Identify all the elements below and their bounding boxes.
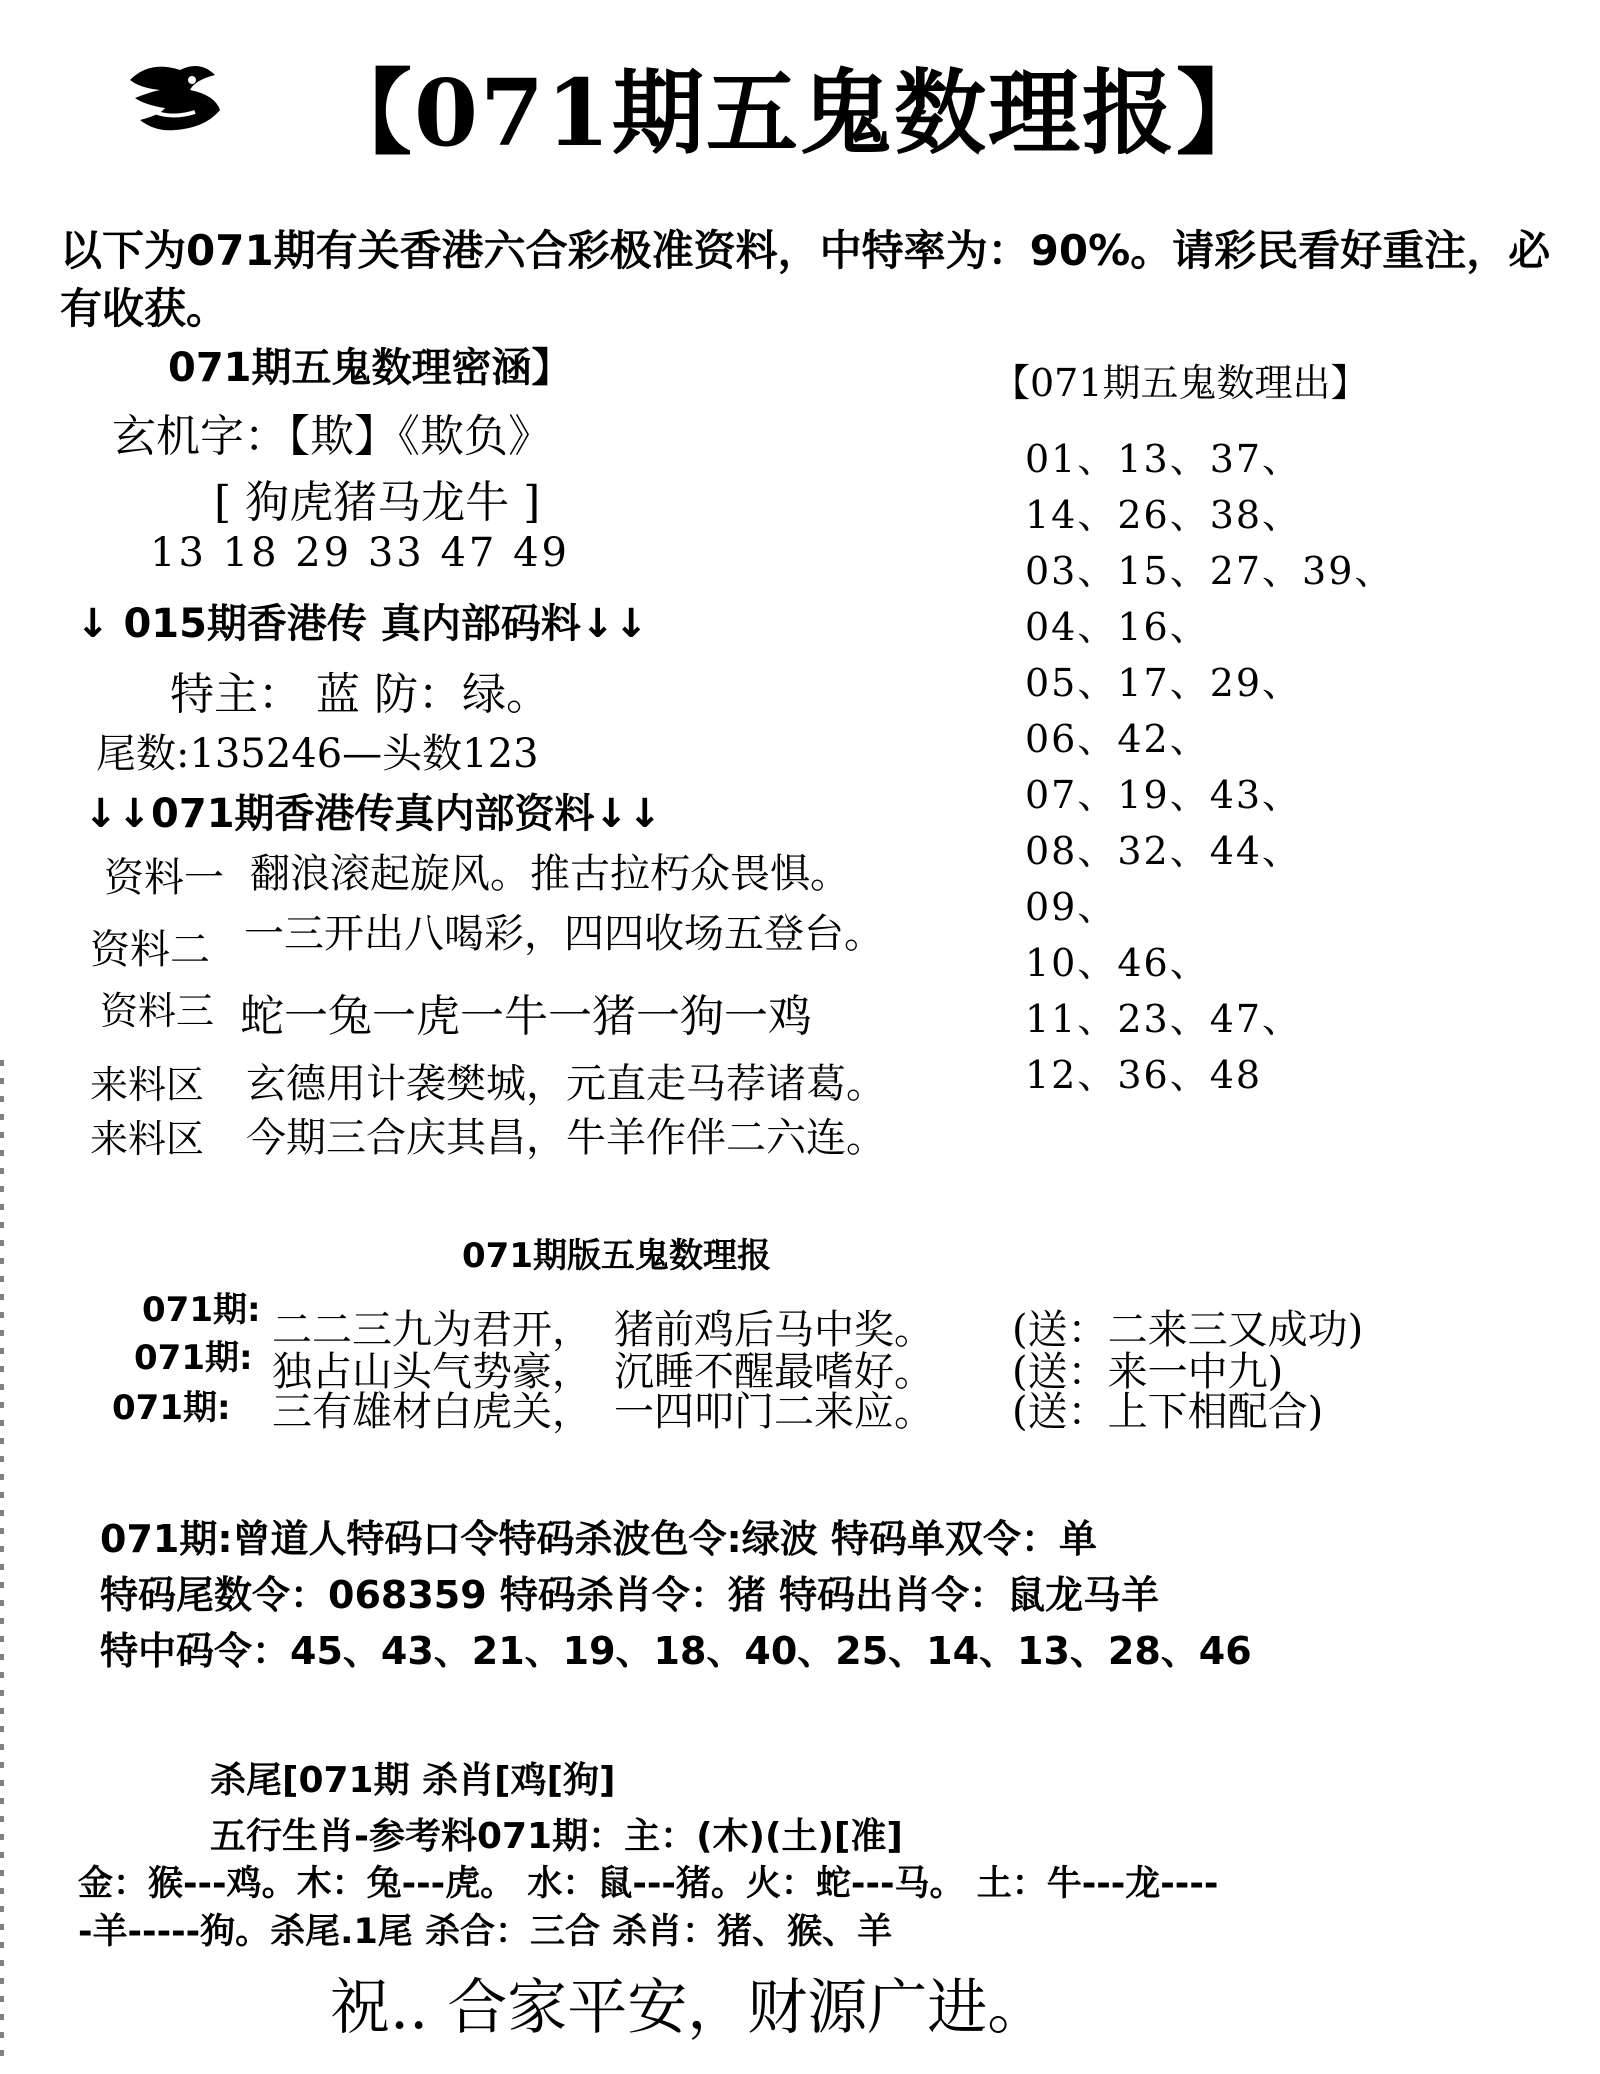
material-text: 一三开出八喝彩，四四收场五登台。 xyxy=(244,911,884,957)
riddle-text: 玄机字：【欺】《欺负》 xyxy=(112,411,552,462)
material-label: 来料区 xyxy=(90,1063,205,1107)
number-row: 10、46、 xyxy=(1025,941,1210,985)
number-row: 07、19、43、 xyxy=(1025,773,1303,817)
poem-line: 三有雄材白虎关， xyxy=(272,1389,592,1435)
blessing: 祝.. 合家平安，财源广进。 xyxy=(330,1973,1048,2043)
number-row: 12、36、48 xyxy=(1025,1053,1263,1097)
material-text: 今期三合庆其昌，牛羊作伴二六连。 xyxy=(246,1115,886,1161)
number-row: 11、23、47、 xyxy=(1025,997,1303,1041)
zodiac-list: [ 狗虎猪马龙牛 ] xyxy=(214,477,541,528)
kill-line: 杀尾[071期 杀肖[鸡[狗] xyxy=(210,1760,616,1801)
material-label: 资料一 xyxy=(104,855,224,901)
material-text: 玄德用计袭樊城，元直走马荐诸葛。 xyxy=(246,1061,886,1107)
code-line: 071期:曾道人特码口令特码杀波色令:绿波 特码单双令：单 xyxy=(100,1517,1097,1561)
wuxing-title: 五行生肖-参考料071期：主：(木)(土)[准] xyxy=(210,1816,903,1857)
material-label: 来料区 xyxy=(90,1117,205,1161)
number-row: 09、 xyxy=(1025,885,1118,929)
section-title: 071期五鬼数理密涵】 xyxy=(168,345,572,391)
poem-gift: (送：上下相配合) xyxy=(1012,1389,1324,1435)
number-row: 08、32、44、 xyxy=(1025,829,1303,873)
special-color: 特主： 蓝 防：绿。 xyxy=(170,669,550,720)
poem-gift: (送：来一中九) xyxy=(1012,1349,1284,1395)
number-row: 14、26、38、 xyxy=(1025,493,1303,537)
poem-line: 沉睡不醒最嗜好。 xyxy=(614,1349,934,1395)
poem-line: 二二三九为君开， xyxy=(272,1307,592,1353)
tail-head-numbers: 尾数:135246—头数123 xyxy=(96,731,539,777)
code-line: 特码尾数令：068359 特码杀肖令：猪 特码出肖令：鼠龙马羊 xyxy=(100,1573,1160,1617)
material-label: 资料二 xyxy=(90,927,210,973)
dragon-logo-icon xyxy=(120,50,230,140)
material-text: 翻浪滚起旋风。推古拉朽众畏惧。 xyxy=(250,851,850,897)
number-row: 04、16、 xyxy=(1025,605,1210,649)
wuxing-line: -羊-----狗。杀尾.1尾 杀合：三合 杀肖：猪、猴、羊 xyxy=(78,1912,893,1952)
leak-title: ↓ 015期香港传 真内部码料↓↓ xyxy=(76,601,648,647)
poem-title: 071期版五鬼数理报 xyxy=(462,1236,771,1276)
number-row: 03、15、27、39、 xyxy=(1025,549,1395,593)
number-row: 01、13、37、 xyxy=(1025,437,1303,481)
code-line: 特中码令：45、43、21、19、18、40、25、14、13、28、46 xyxy=(100,1629,1252,1673)
material-text: 蛇一兔一虎一牛一猪一狗一鸡 xyxy=(240,991,812,1042)
poem-line: 独占山头气势豪， xyxy=(272,1349,592,1395)
poem-issue: 071期: xyxy=(134,1338,253,1378)
page-title: 【071期五鬼数理报】 xyxy=(320,59,1271,167)
poem-issue: 071期: xyxy=(142,1290,261,1330)
number-row: 05、17、29、 xyxy=(1025,661,1303,705)
poem-line: 一四叩门二来应。 xyxy=(614,1389,934,1435)
scan-edge-divider xyxy=(0,1060,4,2060)
poem-issue: 071期: xyxy=(112,1388,231,1428)
right-title: 【071期五鬼数理出】 xyxy=(992,361,1369,405)
lucky-numbers: 13 18 29 33 47 49 xyxy=(150,530,570,576)
material-label: 资料三 xyxy=(100,989,215,1033)
number-row: 06、42、 xyxy=(1025,717,1210,761)
inside-title: ↓↓071期香港传真内部资料↓↓ xyxy=(84,791,662,837)
poem-line: 猪前鸡后马中奖。 xyxy=(614,1307,934,1353)
intro-text: 以下为071期有关香港六合彩极准资料，中特率为：90%。请彩民看好重注，必有收获。 xyxy=(60,226,1551,333)
wuxing-line: 金：猴---鸡。木：兔---虎。 水：鼠---猪。火：蛇---马。 土：牛---龙---- xyxy=(78,1864,1219,1904)
poem-gift: (送：二来三又成功) xyxy=(1012,1307,1364,1353)
